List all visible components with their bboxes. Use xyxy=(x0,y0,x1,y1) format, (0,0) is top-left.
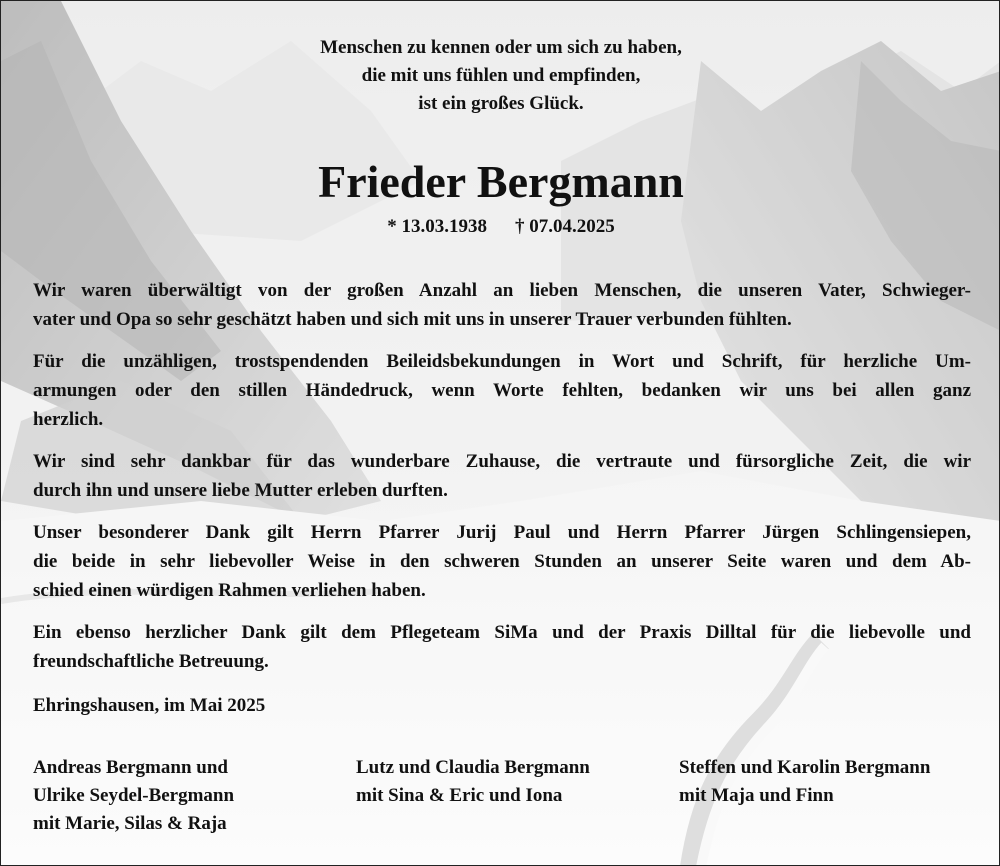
death-date: † 07.04.2025 xyxy=(515,216,615,237)
birth-date: * 13.03.1938 xyxy=(387,216,487,237)
signer-line: Lutz und Claudia Bergmann xyxy=(356,757,590,778)
signer-line: Ulrike Seydel-Bergmann xyxy=(33,785,235,806)
signer-line: Steffen und Karolin Bergmann xyxy=(679,757,931,778)
paragraph xyxy=(33,347,971,434)
signer-line: mit Marie, Silas & Raja xyxy=(33,813,227,834)
deceased-name: Frieder Bergmann xyxy=(318,156,684,207)
text-line: freundschaftliche Betreuung. xyxy=(33,651,269,672)
thank-you-text xyxy=(33,276,971,689)
text-line: Wir waren überwältigt von der großen Anzahl an lieben Menschen, die unseren Vater, Schwieger- xyxy=(33,280,971,301)
paragraph xyxy=(33,518,971,605)
signer-line: mit Maja und Finn xyxy=(679,785,834,806)
text-line: armungen oder den stillen Händedruck, wenn Worte fehlten, bedanken wir uns bei allen ganz xyxy=(33,380,971,401)
signer-group xyxy=(679,754,930,810)
text-line: die beide in sehr liebevoller Weise in den schweren Stunden an unserer Seite waren und dem Ab- xyxy=(33,551,971,572)
motto-line: Menschen zu kennen oder um sich zu haben, xyxy=(320,37,682,58)
paragraph xyxy=(33,276,971,334)
life-dates xyxy=(1,213,1000,241)
motto-line: die mit uns fühlen und empfinden, xyxy=(361,65,641,86)
text-line: durch ihn und unsere liebe Mutter erleben durften. xyxy=(33,480,448,501)
signer-group xyxy=(33,754,234,838)
text-line: Ein ebenso herzlicher Dank gilt dem Pflegeteam SiMa und der Praxis Dilltal für die liebevolle und xyxy=(33,622,971,643)
text-line: herzlich. xyxy=(33,409,104,430)
text-line: Für die unzähligen, trostspendenden Beileidsbekundungen in Wort und Schrift, für herzliche Um- xyxy=(33,351,971,372)
paragraph xyxy=(33,618,971,676)
text-line: vater und Opa so sehr geschätzt haben und sich mit uns in unserer Trauer verbunden fühlten. xyxy=(33,309,792,330)
text-line: schied einen würdigen Rahmen verliehen haben. xyxy=(33,580,426,601)
text-line: Wir sind sehr dankbar für das wunderbare Zuhause, die vertraute und fürsorgliche Zeit, die wir xyxy=(33,451,971,472)
signer-line: Andreas Bergmann und xyxy=(33,757,228,778)
paragraph xyxy=(33,447,971,505)
place-and-date: Ehringshausen, im Mai 2025 xyxy=(33,695,266,716)
text-line: Unser besonderer Dank gilt Herrn Pfarrer Jurij Paul und Herrn Pfarrer Jürgen Schlingensiepen, xyxy=(33,522,971,543)
signer-group xyxy=(356,754,590,810)
signer-line: mit Sina & Eric und Iona xyxy=(356,785,563,806)
motto-verse xyxy=(1,34,1000,118)
motto-line: ist ein großes Glück. xyxy=(418,93,584,114)
